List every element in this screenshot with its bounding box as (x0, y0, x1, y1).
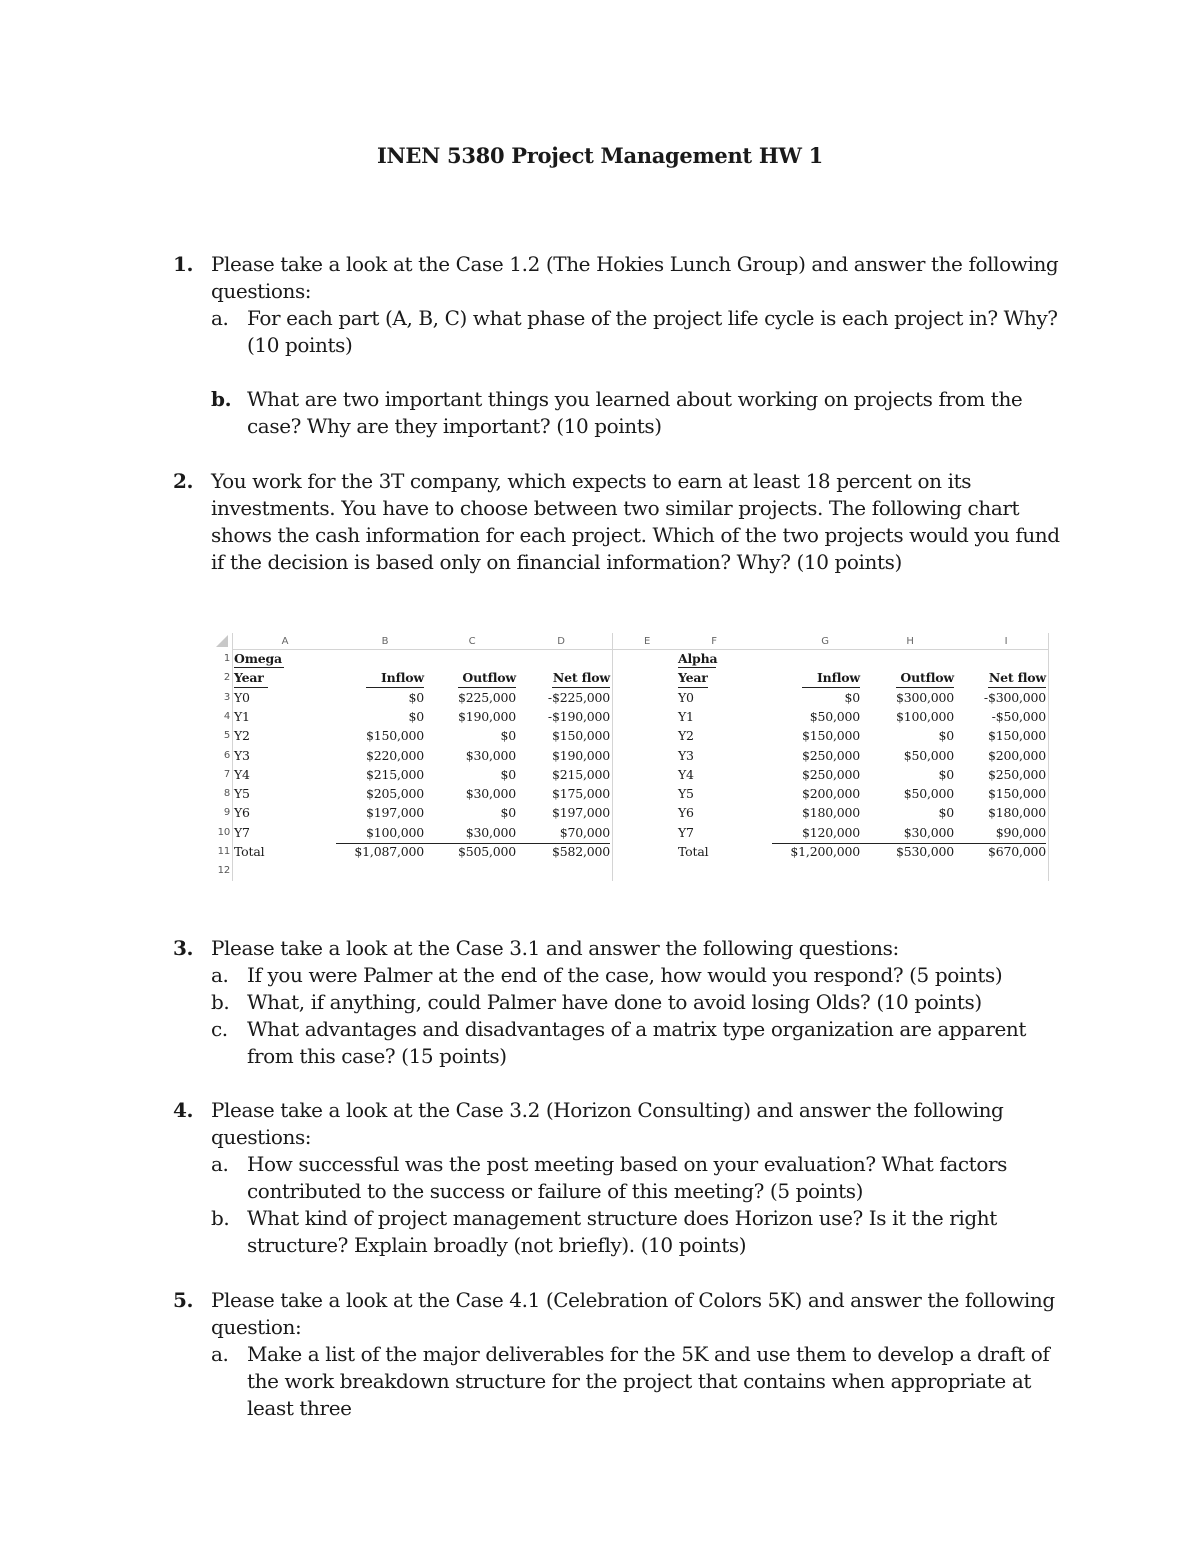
table-cell: Y6 (234, 805, 250, 821)
column-letter: B (381, 636, 389, 647)
table-cell: -$50,000 (991, 708, 1046, 724)
table-cell: $30,000 (465, 824, 516, 840)
question-part (211, 962, 1073, 989)
row-number: 7 (223, 768, 230, 780)
column-letter: F (711, 636, 717, 647)
question-4 (173, 1097, 1073, 1259)
question-3 (173, 935, 1073, 1070)
row-number: 2 (223, 672, 230, 684)
table-cell: $180,000 (801, 805, 860, 821)
underline (988, 687, 1046, 688)
table-cell: $250,000 (801, 766, 860, 782)
question-number: 1. (173, 252, 194, 276)
table-cell: $0 (500, 766, 516, 782)
table-cell: $220,000 (365, 747, 424, 763)
part-text: If you were Palmer at the end of the case, how would you respond? (5 points) (247, 963, 1003, 987)
total-cell: $505,000 (457, 844, 516, 859)
part-letter: a. (211, 963, 229, 987)
total-cell: $670,000 (987, 844, 1046, 859)
question-part (211, 989, 1073, 1016)
select-all-corner (216, 635, 228, 647)
grid-line (612, 633, 613, 881)
question-2 (173, 468, 1073, 576)
column-header: Net flow (552, 670, 610, 686)
row-number: 4 (223, 710, 230, 722)
part-letter: c. (211, 1017, 228, 1041)
question-number: 5. (173, 1288, 194, 1312)
table-cell: Y2 (678, 728, 694, 744)
table-cell: $150,000 (987, 786, 1046, 802)
table-cell: $0 (938, 805, 954, 821)
question-part (211, 1205, 1073, 1259)
column-letter: H (906, 636, 914, 647)
table-cell: Y7 (234, 824, 250, 840)
table-cell: $197,000 (551, 805, 610, 821)
column-header: Outflow (462, 670, 516, 686)
table-cell: Y5 (678, 786, 694, 802)
table-cell: $197,000 (365, 805, 424, 821)
project-name: Alpha (678, 651, 718, 666)
table-cell: Y0 (678, 689, 694, 705)
table-cell: $190,000 (551, 747, 610, 763)
underline (234, 687, 268, 688)
question-stem: Please take a look at the Case 1.2 (The Hokies Lunch Group) and answer the following questions: (211, 252, 1059, 303)
table-cell: Y6 (678, 805, 694, 821)
question-5 (173, 1287, 1073, 1422)
table-cell: Y3 (678, 747, 694, 763)
table-cell: -$300,000 (983, 689, 1046, 705)
table-cell: $30,000 (465, 747, 516, 763)
part-text: What kind of project management structure does Horizon use? Is it the right structure? Explain broadly (not briefly). (10 points) (247, 1206, 997, 1257)
total-cell: $1,200,000 (790, 844, 860, 859)
cash-flow-spreadsheet (210, 633, 1050, 883)
question-part (211, 1016, 1073, 1070)
table-cell: $250,000 (987, 766, 1046, 782)
table-cell: $215,000 (365, 766, 424, 782)
table-cell: $250,000 (801, 747, 860, 763)
table-cell: $190,000 (457, 708, 516, 724)
part-text: What, if anything, could Palmer have done to avoid losing Olds? (10 points) (247, 990, 982, 1014)
table-cell: -$190,000 (547, 708, 610, 724)
table-cell: $225,000 (457, 689, 516, 705)
grid-line (232, 633, 233, 881)
table-cell: Y2 (234, 728, 250, 744)
table-cell: $150,000 (801, 728, 860, 744)
column-letter: I (1004, 636, 1008, 647)
part-letter: b. (211, 990, 230, 1014)
part-text: What are two important things you learned about working on projects from the case? Why are they important? (10 points) (247, 387, 1023, 438)
table-cell: $0 (408, 708, 424, 724)
table-cell: Y4 (678, 766, 694, 782)
table-cell: $215,000 (551, 766, 610, 782)
table-cell: $30,000 (903, 824, 954, 840)
table-cell: $200,000 (987, 747, 1046, 763)
header-divider (232, 649, 1048, 650)
question-1 (173, 251, 1073, 440)
document-title: INEN 5380 Project Management HW 1 (377, 143, 823, 168)
table-cell: Y7 (678, 824, 694, 840)
column-letter: A (281, 636, 289, 647)
table-cell: $0 (500, 728, 516, 744)
question-stem: Please take a look at the Case 4.1 (Celebration of Colors 5K) and answer the following question: (211, 1288, 1055, 1339)
question-number: 3. (173, 936, 194, 960)
table-cell: $200,000 (801, 786, 860, 802)
total-cell: $1,087,000 (354, 844, 424, 859)
total-cell: $530,000 (895, 844, 954, 859)
row-number: 8 (223, 788, 230, 800)
column-header: Year (234, 670, 264, 686)
part-letter: a. (211, 1342, 229, 1366)
table-cell: $150,000 (987, 728, 1046, 744)
row-number: 5 (223, 730, 230, 742)
table-cell: $50,000 (903, 786, 954, 802)
table-cell: $100,000 (365, 824, 424, 840)
part-text: How successful was the post meeting based on your evaluation? What factors contributed to the success or failure of this meeting? (5 points) (247, 1152, 1007, 1203)
part-letter: a. (211, 1152, 229, 1176)
table-cell: $0 (408, 689, 424, 705)
underline (896, 687, 954, 688)
table-cell: $0 (844, 689, 860, 705)
underline (678, 687, 708, 688)
table-cell: $205,000 (365, 786, 424, 802)
row-number: 11 (217, 846, 230, 857)
part-letter: b. (211, 387, 232, 411)
column-header: Year (678, 670, 708, 686)
total-cell: Total (678, 844, 709, 859)
underline (234, 667, 284, 668)
column-header: Inflow (817, 670, 860, 686)
table-cell: $120,000 (801, 824, 860, 840)
question-stem: You work for the 3T company, which expects to earn at least 18 percent on its investments. You have to choose between two similar projects. The following chart shows the cash information for each project. Which of the two projects would you fund if the decision is based only on financial information? Why? (10 points) (211, 469, 1060, 574)
row-number: 1 (223, 653, 230, 664)
project-name: Omega (234, 651, 282, 666)
question-number: 4. (173, 1098, 194, 1122)
question-part (211, 386, 1073, 440)
column-header: Net flow (988, 670, 1046, 686)
question-part (211, 1151, 1073, 1205)
row-number: 10 (217, 826, 230, 838)
table-cell: $50,000 (903, 747, 954, 763)
table-cell: $150,000 (551, 728, 610, 744)
column-letter: D (557, 636, 565, 647)
row-number: 9 (223, 807, 230, 819)
question-part (211, 1341, 1073, 1422)
table-cell: $30,000 (465, 786, 516, 802)
row-number: 12 (217, 865, 230, 877)
underline (366, 687, 424, 688)
table-cell: $100,000 (895, 708, 954, 724)
table-cell: $180,000 (987, 805, 1046, 821)
question-stem: Please take a look at the Case 3.2 (Horizon Consulting) and answer the following questions: (211, 1098, 1004, 1149)
question-number: 2. (173, 469, 194, 493)
table-cell: $150,000 (365, 728, 424, 744)
underline (678, 667, 716, 668)
column-header: Inflow (381, 670, 424, 686)
underline (458, 687, 516, 688)
total-cell: Total (234, 844, 265, 859)
table-cell: $90,000 (995, 824, 1046, 840)
table-cell: Y0 (234, 689, 250, 705)
part-letter: b. (211, 1206, 230, 1230)
part-text: Make a list of the major deliverables for the 5K and use them to develop a draft of the work breakdown structure for the project that contains when appropriate at least three (247, 1342, 1050, 1420)
table-cell: $0 (938, 728, 954, 744)
table-cell: Y4 (234, 766, 250, 782)
question-part (211, 305, 1073, 359)
table-cell: $70,000 (559, 824, 610, 840)
table-cell: -$225,000 (547, 689, 610, 705)
grid-line (1048, 633, 1049, 881)
table-cell: $300,000 (895, 689, 954, 705)
underline (552, 687, 610, 688)
row-number: 6 (223, 749, 230, 761)
column-letter: G (821, 636, 829, 647)
table-cell: Y3 (234, 747, 250, 763)
underline (802, 687, 860, 688)
column-letter: C (468, 636, 476, 647)
table-cell: $0 (500, 805, 516, 821)
column-letter: E (643, 636, 651, 647)
row-number: 3 (223, 691, 230, 703)
table-cell: Y1 (678, 708, 694, 724)
part-text: For each part (A, B, C) what phase of the project life cycle is each project in? Why? (10 points) (247, 306, 1058, 357)
table-cell: Y5 (234, 786, 250, 802)
part-letter: a. (211, 306, 229, 330)
question-stem: Please take a look at the Case 3.1 and answer the following questions: (211, 936, 899, 960)
table-cell: Y1 (234, 708, 250, 724)
total-cell: $582,000 (551, 844, 610, 859)
column-header: Outflow (900, 670, 954, 686)
table-cell: $175,000 (551, 786, 610, 802)
part-text: What advantages and disadvantages of a matrix type organization are apparent from this case? (15 points) (247, 1017, 1027, 1068)
table-cell: $0 (938, 766, 954, 782)
table-cell: $50,000 (809, 708, 860, 724)
